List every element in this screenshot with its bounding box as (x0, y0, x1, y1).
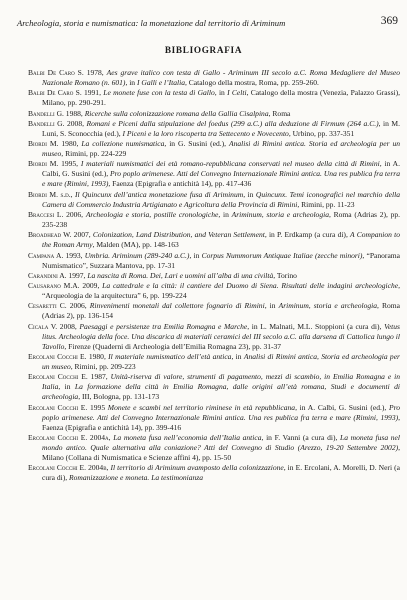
entry-title: Quincunx. Temi iconografici nel marchio della Camera di Commercio Industria Artigianato e Agricoltura della Provincia di Rimini (42, 189, 401, 209)
entry-text: , Faenza (Epigrafia e antichità 14), pp. 417-436 (108, 179, 252, 189)
entry-title: Ariminum, storia e archeologia (231, 209, 329, 219)
entry-text: , in (58, 382, 75, 392)
entry-author: Biordi M. 1995, (28, 159, 79, 169)
bibliography-list (28, 68, 400, 483)
bibliography-entry (28, 190, 400, 210)
entry-text: , Catalogo della mostra (Venezia, Palazzo Grassi), Milano, pp. 290-291. (42, 88, 400, 108)
bibliography-entry (28, 322, 400, 352)
entry-text: , Malden (MA), pp. 148-163 (92, 240, 179, 250)
entry-title: Pro poplo arimenese. Atti del Convegno Internazionale Rimini antica. Una res publica fra terra e mare (Rimini, 1993) (42, 402, 401, 422)
entry-title: Colonization, Land Distribution, and Veteran Settlement (92, 230, 265, 240)
entry-author: Balbi De Caro S. 1978, (28, 68, 104, 77)
entry-title: Umbria. Ariminum (289-240 a.C.) (84, 250, 190, 260)
entry-text: , in L. Malnati, M.L. Stoppioni (a cura di), (247, 321, 385, 331)
entry-text: , in (218, 209, 232, 219)
entry-title: Rinvenimenti monetali dal collettore fognario di Rimini (89, 301, 265, 311)
bibliography-entry (28, 271, 400, 281)
bibliography-entry (28, 372, 400, 402)
entry-title: Archeologia e storia, postille cronologiche (85, 209, 219, 219)
running-head: Archeologia, storia e numismatica: la monetazione dal territorio di Ariminum (17, 18, 286, 28)
bibliography-entry (28, 251, 400, 271)
entry-title: Il territorio di Ariminum avamposto della colonizzazione (110, 463, 284, 473)
entry-author: Cicala V. 2008, (28, 321, 77, 331)
entry-text: , “Arqueologia de la arquitectura” 6, pp. 199-224 (42, 281, 400, 301)
entry-title: Monete e scambi nel territorio riminese in età repubblicana (107, 402, 296, 412)
entry-text: , in (264, 301, 279, 311)
entry-text: , Roma (268, 108, 291, 118)
entry-title: I materiali numismatici dei età romano-repubblicana conservati nel museo della città di Rimini (80, 159, 380, 169)
entry-title: La moneta fusa nel mondo antico. Quale alternativa alla coniazione? Atti del Convegno di Studio (Arezzo, 19-20 Settembre 2002) (42, 432, 401, 452)
entry-title: Aes grave italico con testa di Gallo - Ariminum III secolo a.C. Roma Medagliere del Museo Nazionale Romano (n. 601) (42, 68, 401, 88)
entry-title: A Companion to the Roman Army (42, 230, 401, 250)
entry-text: , Catalogo della mostra, Roma, pp. 259-260. (184, 78, 319, 88)
entry-text: , in (231, 351, 244, 361)
entry-text: , in A. Calbi, G. Susini (ed.), (295, 402, 389, 412)
bibliography-entry (28, 159, 400, 189)
entry-title: Vetus litus. Archeologia della foce. Una discarica di materiali ceramici del III secolo a.C. alla darsena di Cattolica lungo il Tavollo (42, 321, 400, 351)
entry-text: , “Panorama Numismatico”, Suzzara Mantova, pp. 17-31 (42, 250, 401, 270)
entry-author: Cesaretti C. 2006, (28, 301, 87, 311)
entry-title: Romani e Piceni dalla stipulazione del foedus (299 a.C.) alla deduzione di Firmum (264 a.C.) (86, 118, 379, 128)
entry-title: Pro poplo arimenese. Atti del Convegno Internazionale Rimini antica. Una res publica fra terra e mare (Rimini, 1993) (42, 169, 400, 189)
entry-text: , Rimini, pp. 224-229 (61, 149, 127, 159)
entry-text: , in (243, 189, 256, 199)
entry-author: Carandini A. 1997, (28, 270, 86, 280)
entry-text: , Rimini, pp. 209-223 (70, 361, 136, 371)
entry-title: Unità-riserva di valore, strumenti di pagamento, mezzi di scambio, in Emilia Romagna e in Italia (42, 372, 400, 392)
bibliography-entry (28, 433, 400, 463)
entry-text: , in F. Vanni (a cura di), (261, 432, 341, 442)
entry-title: I Piceni e la loro riscoperta tra Settecento e Novecento (122, 128, 289, 138)
entry-text: , Urbino, pp. 337-351 (288, 128, 355, 138)
bibliography-entry (28, 281, 400, 301)
entry-author: Ercolani Cocchi E. 2004b, (28, 463, 109, 473)
entry-author: Braccesi L. 2006, (28, 209, 84, 219)
entry-title: I Celti (227, 88, 247, 98)
bibliography-entry (28, 109, 400, 119)
entry-text: , III, Bologna, pp. 131-173 (78, 392, 160, 402)
entry-text: , in E. Ercolani, A. Morelli, D. Neri (a cura di), (42, 463, 400, 483)
entry-author: Biordi M. s.d., (28, 189, 73, 199)
entry-text: , in G. Susini (ed.), (164, 139, 229, 149)
entry-text: , in P. Erdkamp (a cura di), (264, 230, 351, 240)
entry-text: , Firenze (Quaderni di Archeologia dell’Emilia Romagna 23), pp. 31-37 (64, 341, 282, 351)
entry-text: , Faenza (Epigrafia e antichità 14), pp. 399-416 (42, 412, 400, 432)
entry-title: I Galli e l’Italia (136, 78, 185, 88)
bibliography-entry (28, 139, 400, 159)
page-number: 369 (380, 15, 398, 27)
entry-text: , in (189, 250, 202, 260)
entry-title: Il Quincunx dell’antica monetazione fusa di Ariminum (75, 189, 244, 199)
bibliography-entry (28, 119, 400, 139)
entry-author: Bandelli G. 2008, (28, 118, 84, 128)
entry-title: Analisi di Rimini antica, Storia ed archeologia per un museo (42, 351, 400, 371)
entry-title: Le monete fuse con la testa di Gallo (103, 88, 215, 98)
entry-title: La moneta fusa nell’economia dell’Italia antica (113, 432, 262, 442)
entry-text: , Rimini, pp. 11-23 (297, 199, 355, 209)
entry-title: Analisi di Rimini antica. Storia ed archeologia per un museo (42, 139, 401, 159)
entry-title: La cattedrale e la città: il cantiere del Duomo di Siena. Risultati delle indagini archeologiche (102, 281, 399, 291)
entry-author: Balbi De Caro S. 1991, (28, 88, 101, 98)
entry-author: Causarano M.A. 2009, (28, 281, 100, 291)
entry-author: Ercolani Cocchi E. 2004a, (28, 432, 111, 442)
entry-text: , Roma (Adrias 2), pp. 235-238 (42, 209, 401, 230)
entry-title: Paesaggi e persistenze tra Emilia Romagna e Marche (79, 321, 248, 331)
bibliography-entry (28, 463, 400, 483)
entry-text: , in A. Calbi, G. Susini (ed.), (42, 159, 401, 179)
bibliography-entry (28, 230, 400, 250)
entry-author: Ercolani Cocchi E. 1987, (28, 372, 108, 382)
entry-text: , in (214, 88, 228, 98)
entry-title: La collezione numismatica (81, 139, 165, 149)
entry-author: Ercolani Cocchi E. 1995 (28, 402, 106, 412)
entry-title: Ariminum, storia e archeologia (278, 301, 378, 311)
entry-author: Ercolani Cocchi E. 1980, (28, 351, 106, 361)
entry-author: Bandelli G. 1988, (28, 108, 83, 118)
section-title: BIBLIOGRAFIA (164, 45, 243, 55)
entry-text: , in (125, 78, 137, 88)
entry-title: Corpus Nummorum Antiquae Italiae (zecche minori) (201, 250, 363, 260)
entry-title: Romanizzazione e moneta. La testimonianza (69, 473, 203, 483)
bibliography-entry (28, 210, 400, 230)
entry-author: Campana A. 1993, (28, 250, 83, 260)
entry-text: , Milano (Collana di Numismatica e Scienze affini 4), pp. 15-50 (42, 442, 400, 462)
entry-title: Ricerche sulla colonizzazione romana della Gallia Cisalpina (84, 108, 269, 118)
entry-title: La formazione della città in Emilia Romagna, dalle origini all’età romana, Studi e documenti di archeologia (42, 382, 400, 402)
entry-text: , Torino (273, 270, 297, 280)
entry-title: Il materiale numismatico dell’età antica (108, 351, 232, 361)
bibliography-entry (28, 352, 400, 372)
entry-text: , Roma (Adrias 2), pp. 136-154 (42, 301, 401, 321)
entry-text: , in M. Luni, S. Sconocchia (ed.), (42, 118, 400, 138)
entry-title: La nascita di Roma. Dei, Lari e uomini all’alba di una civiltà (87, 270, 274, 280)
bibliography-entry (28, 68, 400, 88)
bibliography-entry (28, 301, 400, 321)
bibliography-entry (28, 403, 400, 433)
bibliography-entry (28, 88, 400, 108)
entry-author: Biordi M. 1980, (28, 139, 79, 149)
entry-author: Broadhead W. 2007, (28, 230, 91, 240)
